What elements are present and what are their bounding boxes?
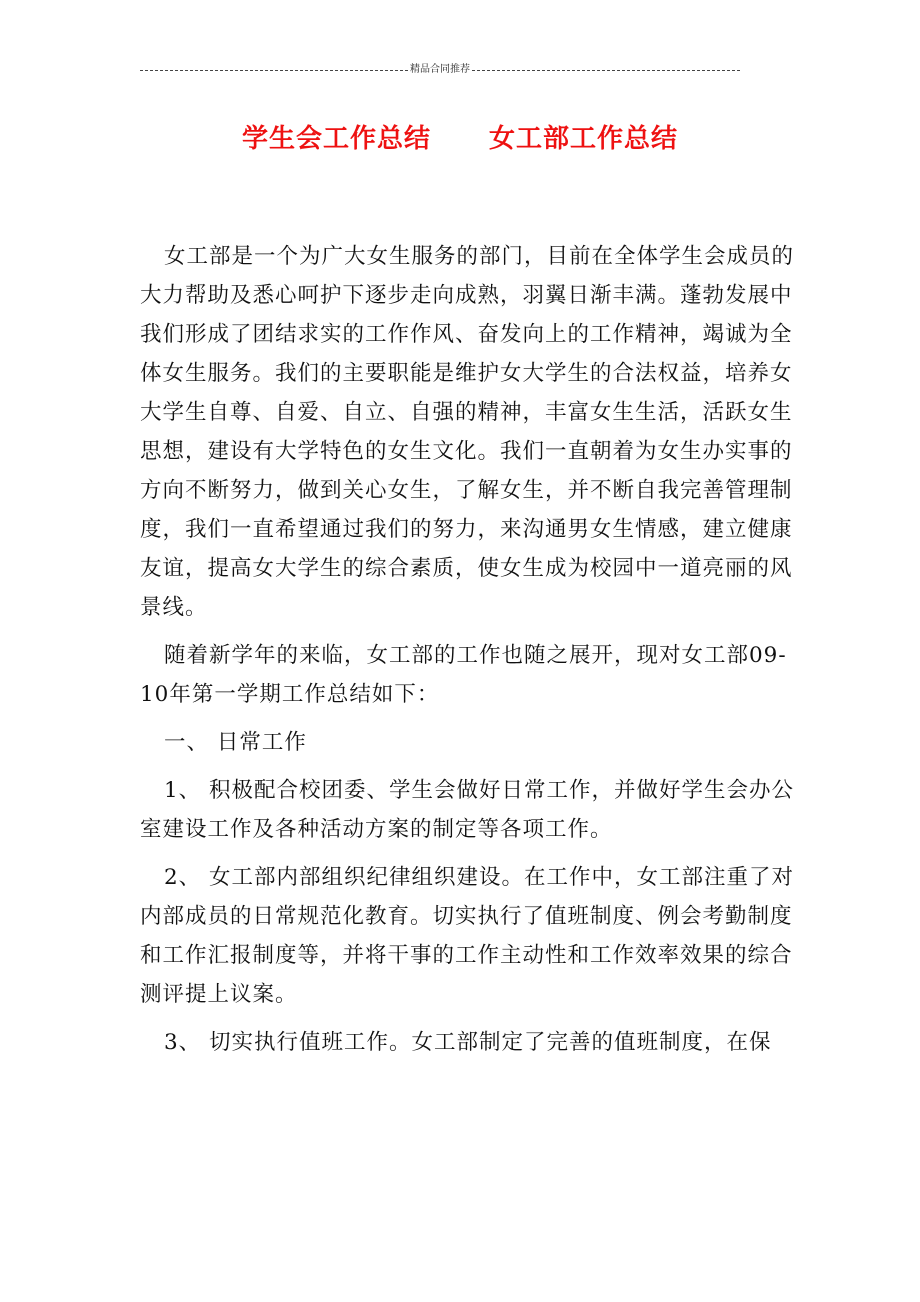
page-title (0, 118, 920, 155)
title-left: 学生会工作总结 (241, 124, 431, 154)
list-item-1: 1、 积极配合校团委、学生会做好日常工作，并做好学生会办公室建设工作及各种活动方案的制定等各项工作。 (140, 778, 795, 842)
list-item-2: 2、 女工部内部组织纪律组织建设。在工作中，女工部注重了对内部成员的日常规范化教育。切实执行了值班制度、例会考勤制度和工作汇报制度等，并将干事的工作主动性和工作效率效果的综合测评提上议案。 (140, 865, 795, 1007)
title-right: 女工部工作总结 (489, 124, 679, 154)
header-dash-right (472, 70, 740, 71)
section-heading-daily-work: 一、 日常工作 (164, 730, 307, 755)
paragraph-intro: 女工部是一个为广大女生服务的部门，目前在全体学生会成员的大力帮助及悉心呵护下逐步走向成熟，羽翼日渐丰满。蓬勃发展中我们形成了团结求实的工作作风、奋发向上的工作精神，竭诚为全体女生服务。我们的主要职能是维护女大学生的合法权益，培养女大学生自尊、自爱、自立、自强的精神，丰富女生生活，活跃女生思想，建设有大学特色的女生文化。我们一直朝着为女生办实事的方向不断努力，做到关心女生，了解女生，并不断自我完善管理制度，我们一直希望通过我们的努力，来沟通男女生情感，建立健康友谊，提高女大学生的综合素质，使女生成为校园中一道亮丽的风景线。 (140, 244, 795, 620)
list-item-3: 3、 切实执行值班工作。女工部制定了完善的值班制度，在保 (164, 1030, 772, 1055)
body-text (140, 237, 800, 1071)
paragraph-transition: 随着新学年的来临，女工部的工作也随之展开，现对女工部09-10年第一学期工作总结如下： (140, 643, 787, 707)
header-dash-left (140, 70, 408, 71)
header-rule (140, 64, 740, 76)
header-mark: 精品合同推荐 (410, 64, 470, 75)
